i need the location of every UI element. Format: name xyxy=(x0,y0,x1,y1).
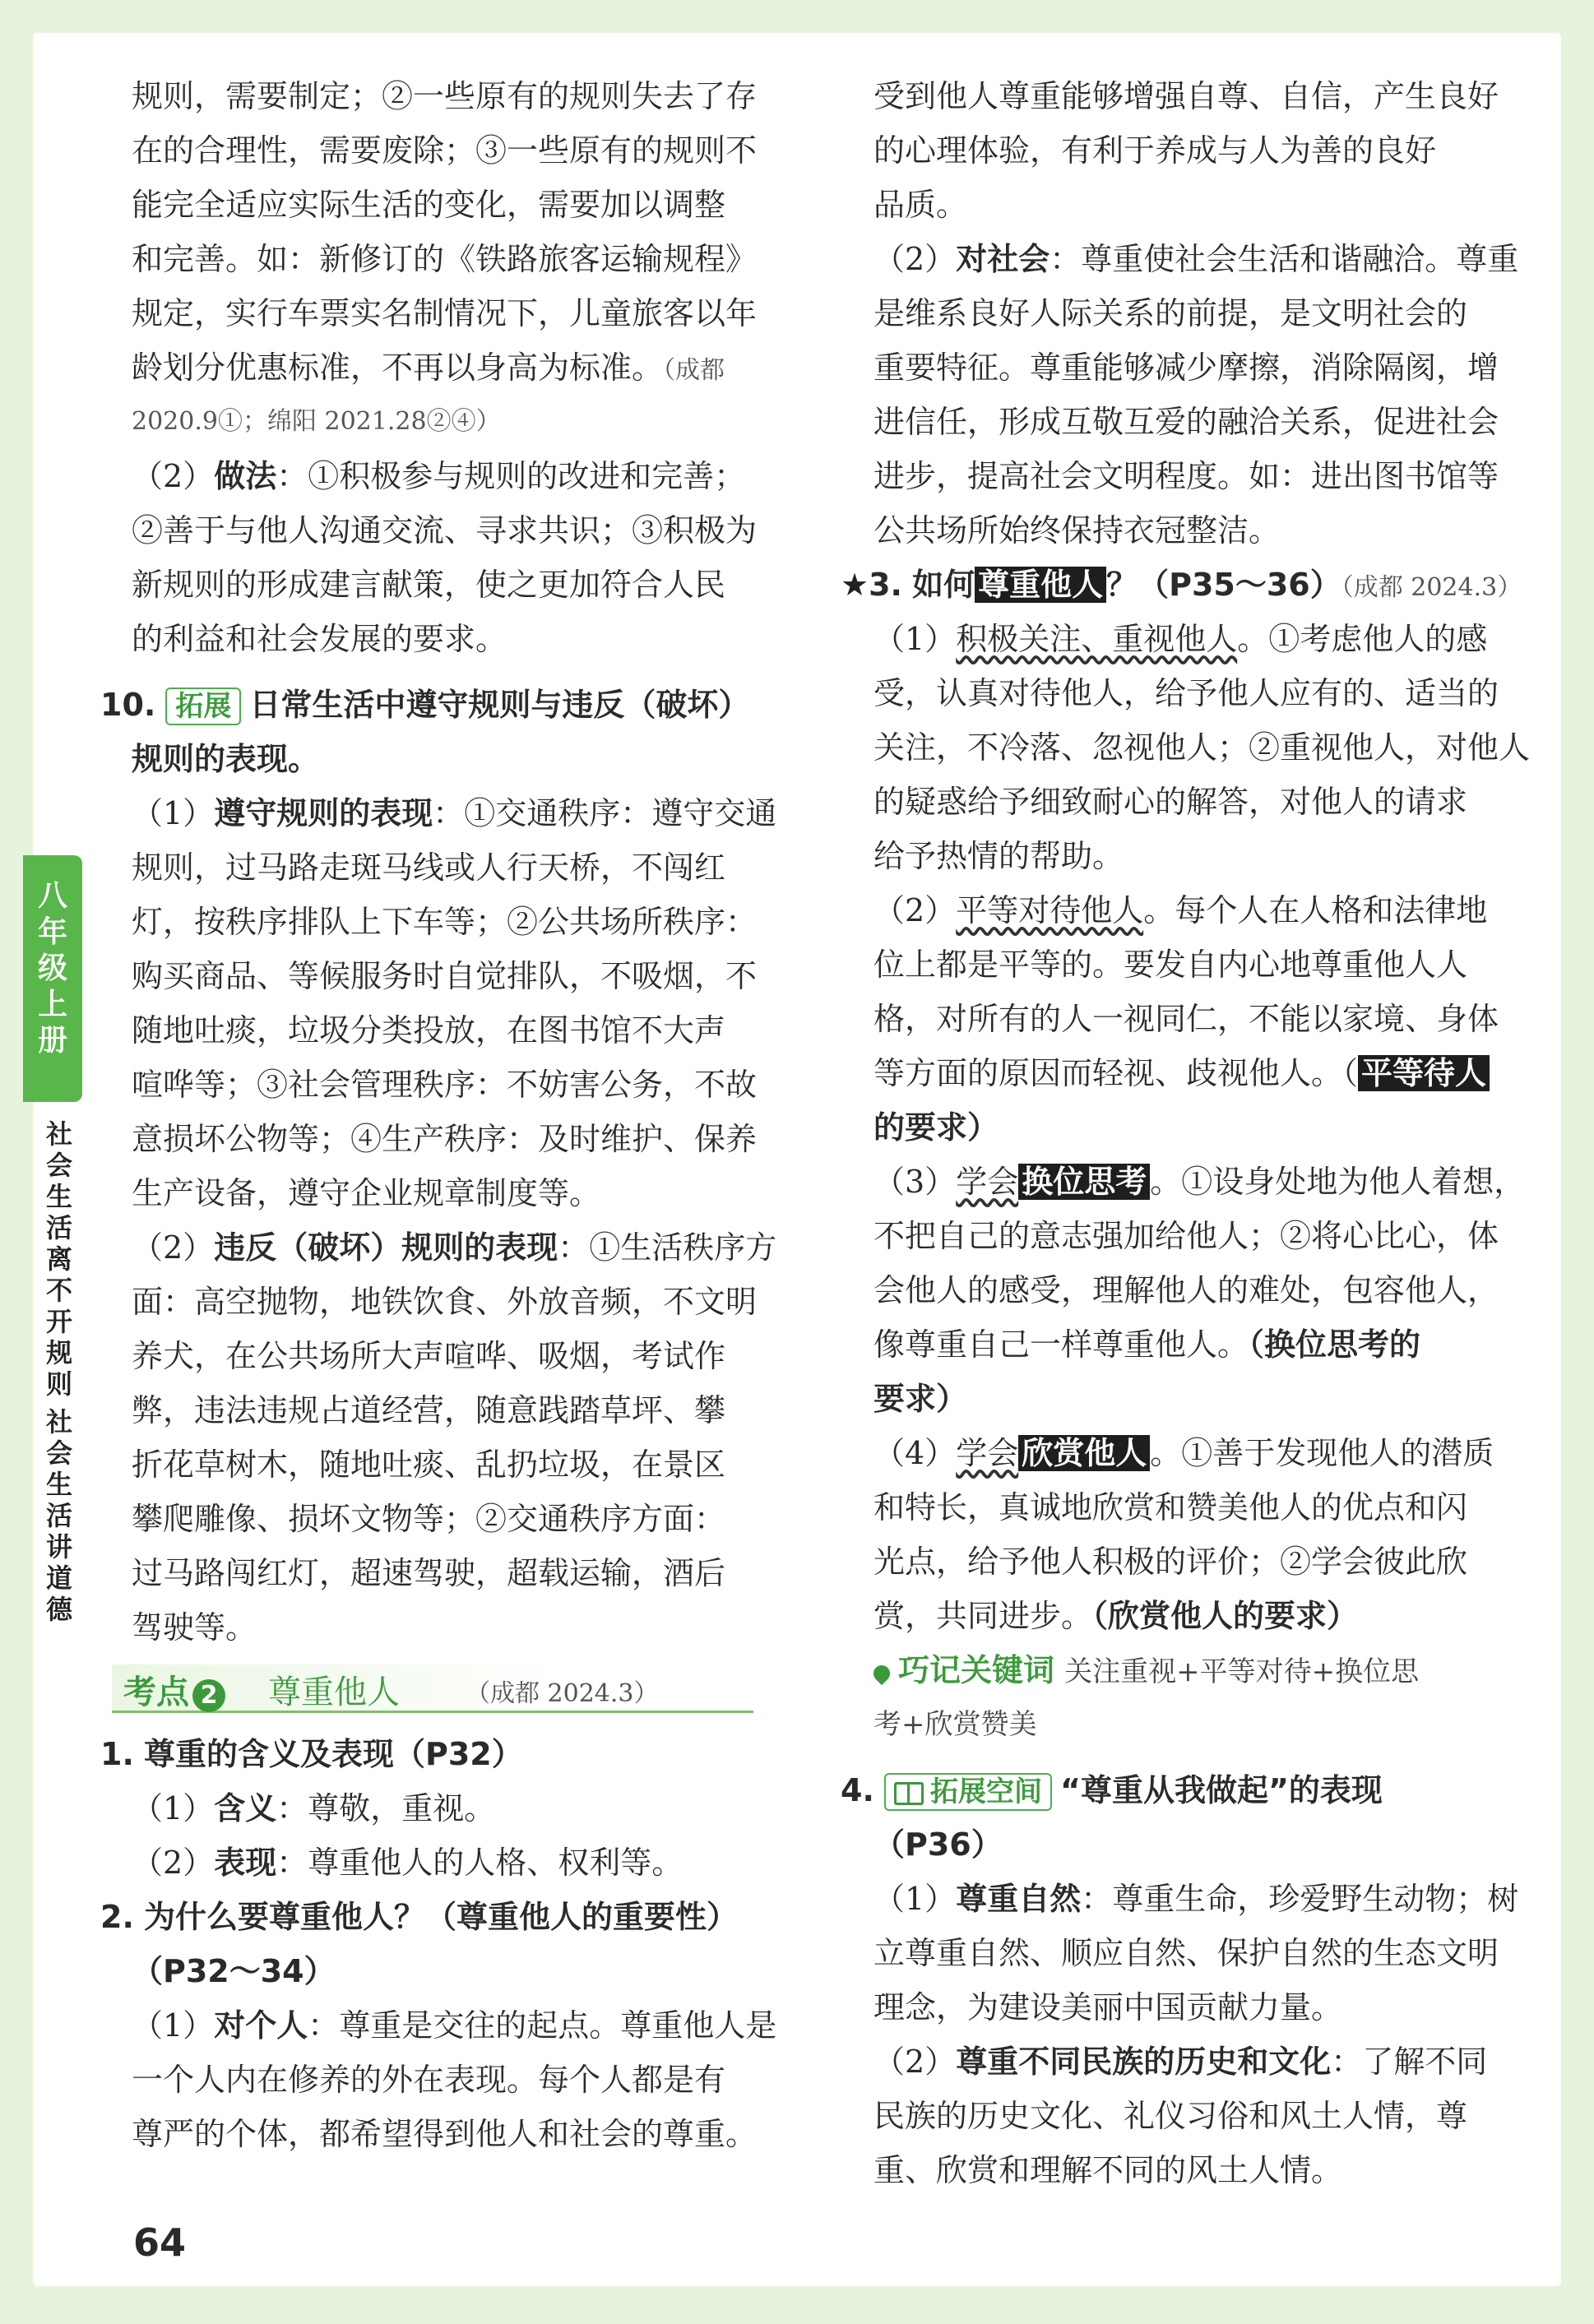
text-line: 不把自己的意志强加给他人；②将心比心，体 xyxy=(873,1218,1499,1254)
text-line: 新规则的形成建言献策，使之更加符合人民 xyxy=(132,567,726,603)
text-line: 公共场所始终保持衣冠整洁。 xyxy=(873,512,1281,549)
question-4-page: （P36） xyxy=(873,1826,1003,1863)
question-1-title: 1. 尊重的含义及表现（P32） xyxy=(100,1736,523,1772)
star-icon: ★ xyxy=(841,567,869,603)
text-line: 会他人的感受，理解他人的难处，包容他人， xyxy=(873,1272,1499,1308)
text-line: 灯，按秩序排队上下车等；②公共场所秩序： xyxy=(132,904,758,940)
text-line: （4）学会 欣赏他人 。①善于发现他人的潜质 xyxy=(873,1435,1494,1471)
text-line: 赏，共同进步。（欣赏他人的要求） xyxy=(873,1598,1359,1634)
text-line: 规则，需要制定；②一些原有的规则失去了存 xyxy=(132,78,758,114)
text-line: 折花草树木，随地吐痰、乱扔垃圾，在景区 xyxy=(132,1447,726,1483)
text-line: 要求） xyxy=(873,1381,968,1417)
text-line: 位上都是平等的。要发自内心地尊重他人人 xyxy=(873,947,1468,983)
text-line: 关注，不冷落、忽视他人；②重视他人，对他人 xyxy=(873,729,1531,766)
text-line: 龄划分优惠标准，不再以身高为标准。（成都 xyxy=(132,350,725,386)
question-4-title: 4. 拓展空间 “尊重从我做起”的表现 xyxy=(841,1770,1383,1811)
text-line: 品质。 xyxy=(873,187,968,223)
text-line: （1）积极关注、重视他人。①考虑他人的感 xyxy=(873,621,1488,657)
text-line: 养犬，在公共场所大声喧哗、吸烟，考试作 xyxy=(132,1338,726,1374)
question-2-title-cont: （P32～34） xyxy=(132,1953,336,1989)
text-line: （3）学会 换位思考 。①设身处地为他人着想， xyxy=(873,1164,1526,1200)
text-line: （2）对社会：尊重使社会生活和谐融洽。尊重 xyxy=(873,241,1519,277)
key-point-header xyxy=(112,1664,753,1713)
location-pin-icon xyxy=(870,1661,893,1684)
extend-tag: 拓展 xyxy=(165,687,241,725)
text-line: （1）对个人：尊重是交往的起点。尊重他人是 xyxy=(132,2007,777,2044)
text-line: 进信任，形成互敬互爱的融洽关系，促进社会 xyxy=(873,404,1499,440)
text-line: （2）表现：尊重他人的人格、权利等。 xyxy=(132,1845,683,1881)
text-line: 民族的历史文化、礼仪习俗和风土人情，尊 xyxy=(873,2098,1468,2134)
question-2-title: 2. 为什么要尊重他人？（尊重他人的重要性） xyxy=(100,1899,738,1935)
question-10-title-cont: 规则的表现。 xyxy=(132,741,320,777)
text-line: 弊，违法违规占道经营，随意践踏草坪、攀 xyxy=(132,1392,726,1428)
citation: （成都 2024.3） xyxy=(466,1679,659,1708)
text-line: 随地吐痰，垃圾分类投放，在图书馆不大声 xyxy=(132,1012,726,1049)
text-line: 攀爬雕像、损坏文物等；②交通秩序方面： xyxy=(132,1501,726,1537)
text-line: 能完全适应实际生活的变化，需要加以调整 xyxy=(132,187,726,223)
text-line: 给予热情的帮助。 xyxy=(873,838,1124,874)
key-point-title: 尊重他人 xyxy=(268,1674,400,1711)
key-point-number: 2 xyxy=(192,1679,225,1712)
text-line: 的利益和社会发展的要求。 xyxy=(132,621,507,657)
text-line: 和特长，真诚地欣赏和赞美他人的优点和闪 xyxy=(873,1489,1468,1525)
grade-tab: 八年级上册 xyxy=(23,855,82,1102)
text-line: （1）尊重自然：尊重生命，珍爱野生动物；树 xyxy=(873,1881,1519,1917)
text-line: 受，认真对待他人，给予他人应有的、适当的 xyxy=(873,675,1499,711)
text-line: （2）平等对待他人。每个人在人格和法律地 xyxy=(873,892,1488,928)
text-line: 购买商品、等候服务时自觉排队，不吸烟，不 xyxy=(132,958,758,994)
text-line: 理念，为建设美丽中国贡献力量。 xyxy=(873,1989,1343,2025)
text-line: （1）含义：尊敬，重视。 xyxy=(132,1790,496,1826)
text-line: 喧哗等；③社会管理秩序：不妨害公务，不故 xyxy=(132,1067,758,1103)
side-chapter-2: 社会生活讲道德 xyxy=(45,1406,72,1625)
text-line: 规则，过马路走斑马线或人行天桥，不闯红 xyxy=(132,850,726,886)
text-line: 立尊重自然、顺应自然、保护自然的生态文明 xyxy=(873,1935,1499,1971)
text-line: （2）做法：①积极参与规则的改进和完善； xyxy=(132,458,746,494)
text-line: 的心理体验，有利于养成与人为善的良好 xyxy=(873,132,1437,169)
text-line: 过马路闯红灯，超速驾驶，超载运输，酒后 xyxy=(132,1555,726,1591)
memory-tip: 巧记关键词 关注重视+平等对待+换位思 xyxy=(873,1650,1419,1692)
text-line: （1）遵守规则的表现：①交通秩序：遵守交通 xyxy=(132,795,777,831)
extend-space-tag: 拓展空间 xyxy=(884,1773,1052,1811)
page xyxy=(33,33,1561,2286)
text-line: 的疑惑给予细致耐心的解答，对他人的请求 xyxy=(873,784,1468,820)
text-line: 意损坏公物等；④生产秩序：及时维护、保养 xyxy=(132,1121,758,1157)
book-icon xyxy=(894,1782,924,1805)
text-line: 规定，实行车票实名制情况下，儿童旅客以年 xyxy=(132,295,758,331)
text-line: （2）尊重不同民族的历史和文化：了解不同 xyxy=(873,2044,1488,2080)
side-chapter-1: 社会生活离不开规则 xyxy=(45,1118,72,1400)
text-line: 是维系良好人际关系的前提，是文明社会的 xyxy=(873,295,1468,331)
page-number: 64 xyxy=(133,2220,187,2265)
text-line: 驾驶等。 xyxy=(132,1609,257,1646)
text-line: 面：高空抛物，地铁饮食、外放音频，不文明 xyxy=(132,1284,758,1320)
text-line: 受到他人尊重能够增强自尊、自信，产生良好 xyxy=(873,78,1499,114)
text-line: 格，对所有的人一视同仁，不能以家境、身体 xyxy=(873,1001,1499,1037)
citation: 2020.9①；绵阳 2021.28②④） xyxy=(132,407,501,436)
text-line: ②善于与他人沟通交流、寻求共识；③积极为 xyxy=(132,512,758,549)
key-point-label: 考点 2 xyxy=(123,1666,225,1713)
text-line: 一个人内在修养的外在表现。每个人都是有 xyxy=(132,2062,726,2098)
text-line: 像尊重自己一样尊重他人。（换位思考的 xyxy=(873,1326,1421,1363)
question-10-title: 10. 拓展 日常生活中遵守规则与违反（破坏） xyxy=(100,684,749,725)
citation: （成都 xyxy=(663,356,725,385)
text-line: （2）违反（破坏）规则的表现：①生活秩序方 xyxy=(132,1229,777,1266)
text-line: 尊严的个体，都希望得到他人和社会的尊重。 xyxy=(132,2116,758,2152)
text-line: 重、欣赏和理解不同的风土人情。 xyxy=(873,2152,1343,2188)
text-line: 进步，提高社会文明程度。如：进出图书馆等 xyxy=(873,458,1499,494)
text-line: 生产设备，遵守企业规章制度等。 xyxy=(132,1175,601,1211)
text-line: 光点，给予他人积极的评价；②学会彼此欣 xyxy=(873,1544,1468,1580)
question-3-title: ★3. 如何 尊重他人 ？（P35～36）（成都 2024.3） xyxy=(841,567,1522,603)
text-line: 的要求） xyxy=(873,1109,999,1146)
text-line: 在的合理性，需要废除；③一些原有的规则不 xyxy=(132,132,758,169)
text-line: 等方面的原因而轻视、歧视他人。（ 平等待人 xyxy=(873,1053,1490,1094)
memory-tip-cont: 考+欣赏赞美 xyxy=(873,1708,1037,1741)
text-line: 重要特征。尊重能够减少摩擦，消除隔阂，增 xyxy=(873,350,1499,386)
text-line: 和完善。如：新修订的《铁路旅客运输规程》 xyxy=(132,241,758,277)
